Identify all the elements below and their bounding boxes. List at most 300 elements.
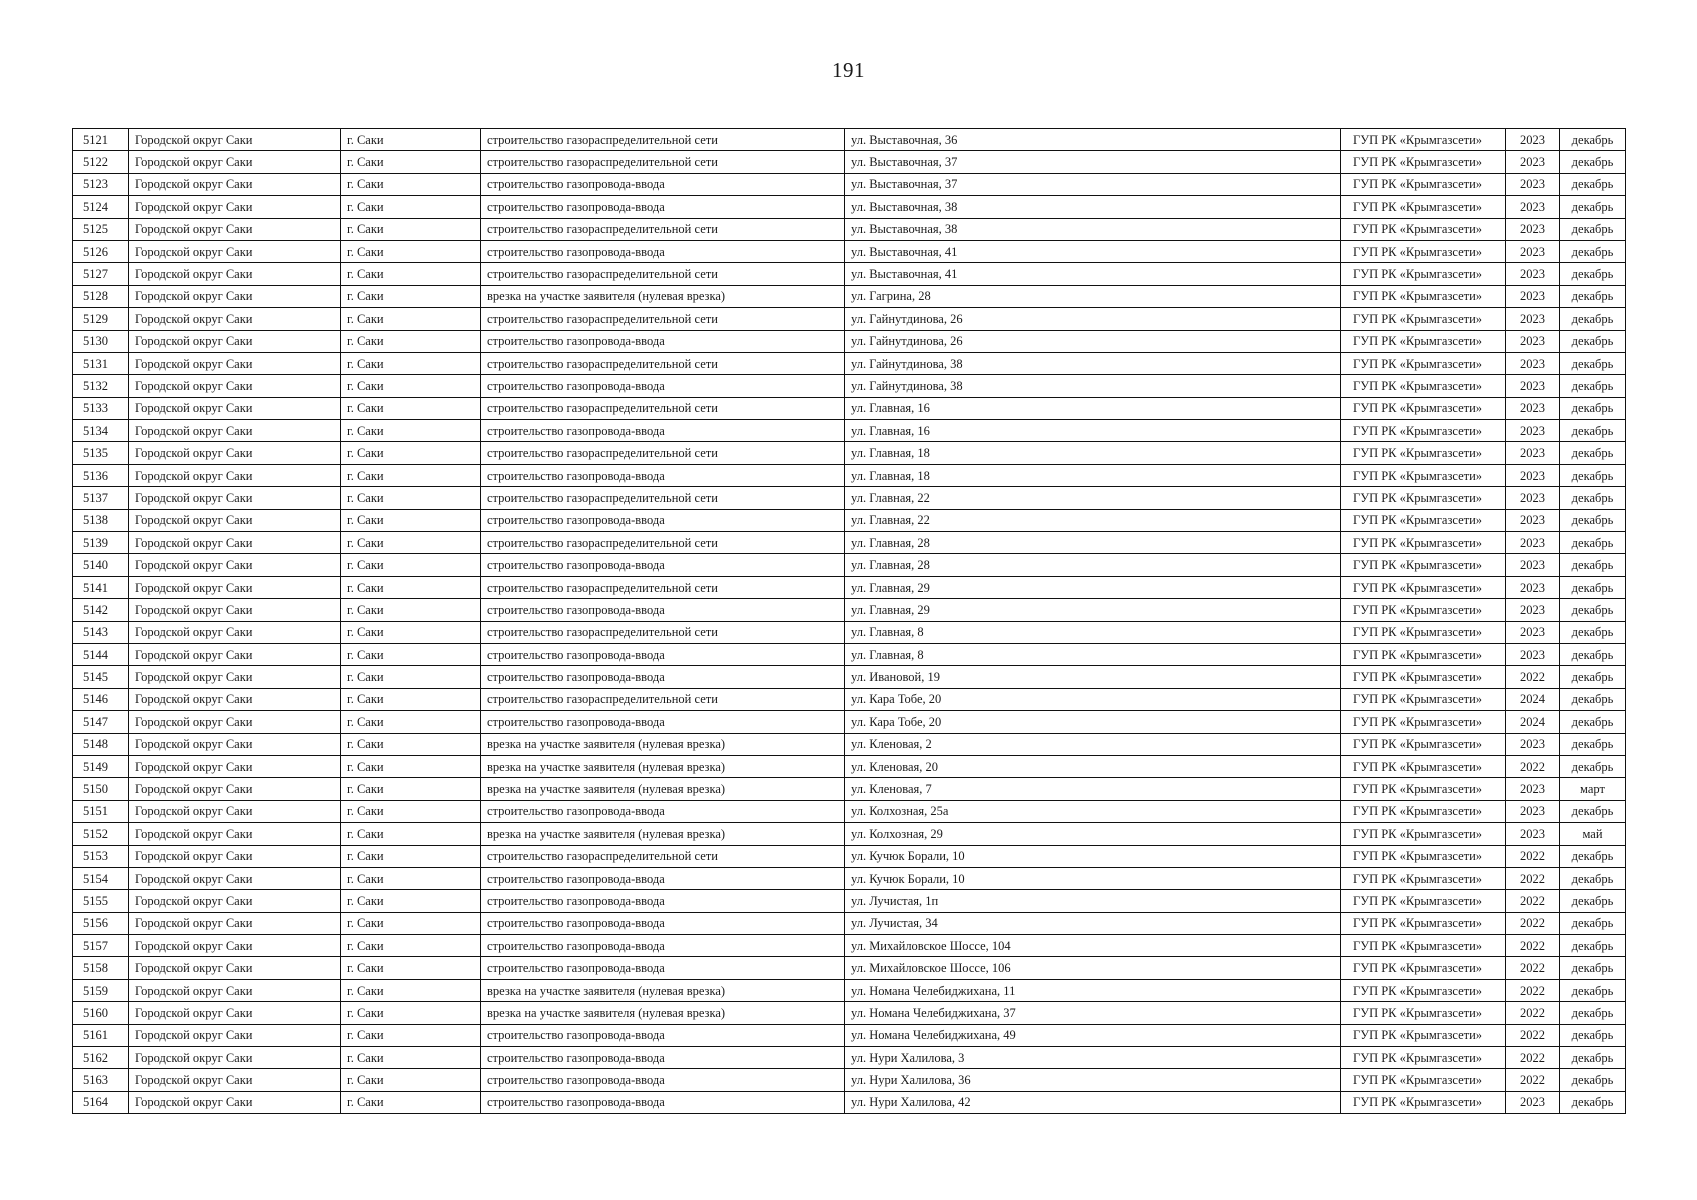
district-cell: Городской округ Саки: [129, 845, 341, 867]
table-row: [73, 285, 1626, 307]
organization-cell: ГУП РК «Крымгазсети»: [1341, 1091, 1506, 1113]
work-type-cell: строительство газораспределительной сети: [481, 442, 845, 464]
address-cell: ул. Номана Челебиджихана, 49: [845, 1024, 1341, 1046]
address-cell: ул. Выставочная, 41: [845, 263, 1341, 285]
work-type-cell: строительство газораспределительной сети: [481, 576, 845, 598]
settlement-cell: г. Саки: [341, 464, 481, 486]
month-cell: декабрь: [1560, 800, 1626, 822]
settlement-cell: г. Саки: [341, 1024, 481, 1046]
address-cell: ул. Колхозная, 29: [845, 823, 1341, 845]
row-number-cell: 5124: [73, 196, 129, 218]
table-row: [73, 688, 1626, 710]
address-cell: ул. Выставочная, 38: [845, 218, 1341, 240]
address-cell: ул. Гайнутдинова, 26: [845, 330, 1341, 352]
year-cell: 2022: [1506, 1069, 1560, 1091]
year-cell: 2023: [1506, 621, 1560, 643]
year-cell: 2022: [1506, 890, 1560, 912]
district-cell: Городской округ Саки: [129, 196, 341, 218]
address-cell: ул. Гагрина, 28: [845, 285, 1341, 307]
work-type-cell: врезка на участке заявителя (нулевая врезка): [481, 778, 845, 800]
work-type-cell: строительство газораспределительной сети: [481, 487, 845, 509]
district-cell: Городской округ Саки: [129, 263, 341, 285]
table-row: [73, 1002, 1626, 1024]
address-cell: ул. Номана Челебиджихана, 11: [845, 979, 1341, 1001]
table-row: [73, 173, 1626, 195]
table-row: [73, 778, 1626, 800]
work-type-cell: строительство газопровода-ввода: [481, 711, 845, 733]
month-cell: декабрь: [1560, 196, 1626, 218]
settlement-cell: г. Саки: [341, 397, 481, 419]
row-number-cell: 5123: [73, 173, 129, 195]
row-number-cell: 5131: [73, 352, 129, 374]
work-type-cell: строительство газораспределительной сети: [481, 688, 845, 710]
district-cell: Городской округ Саки: [129, 532, 341, 554]
organization-cell: ГУП РК «Крымгазсети»: [1341, 509, 1506, 531]
district-cell: Городской округ Саки: [129, 688, 341, 710]
organization-cell: ГУП РК «Крымгазсети»: [1341, 890, 1506, 912]
work-type-cell: строительство газопровода-ввода: [481, 375, 845, 397]
row-number-cell: 5146: [73, 688, 129, 710]
settlement-cell: г. Саки: [341, 733, 481, 755]
work-type-cell: строительство газопровода-ввода: [481, 890, 845, 912]
month-cell: декабрь: [1560, 733, 1626, 755]
year-cell: 2023: [1506, 464, 1560, 486]
address-cell: ул. Кленовая, 7: [845, 778, 1341, 800]
row-number-cell: 5121: [73, 129, 129, 151]
organization-cell: ГУП РК «Крымгазсети»: [1341, 151, 1506, 173]
address-cell: ул. Выставочная, 38: [845, 196, 1341, 218]
work-type-cell: строительство газораспределительной сети: [481, 218, 845, 240]
month-cell: декабрь: [1560, 890, 1626, 912]
settlement-cell: г. Саки: [341, 218, 481, 240]
year-cell: 2023: [1506, 330, 1560, 352]
organization-cell: ГУП РК «Крымгазсети»: [1341, 196, 1506, 218]
district-cell: Городской округ Саки: [129, 442, 341, 464]
settlement-cell: г. Саки: [341, 487, 481, 509]
year-cell: 2022: [1506, 1024, 1560, 1046]
row-number-cell: 5132: [73, 375, 129, 397]
row-number-cell: 5139: [73, 532, 129, 554]
settlement-cell: г. Саки: [341, 1047, 481, 1069]
district-cell: Городской округ Саки: [129, 308, 341, 330]
row-number-cell: 5156: [73, 912, 129, 934]
month-cell: декабрь: [1560, 1047, 1626, 1069]
row-number-cell: 5129: [73, 308, 129, 330]
work-type-cell: врезка на участке заявителя (нулевая врезка): [481, 823, 845, 845]
address-cell: ул. Выставочная, 41: [845, 240, 1341, 262]
work-type-cell: строительство газораспределительной сети: [481, 151, 845, 173]
month-cell: декабрь: [1560, 464, 1626, 486]
month-cell: декабрь: [1560, 308, 1626, 330]
month-cell: май: [1560, 823, 1626, 845]
month-cell: декабрь: [1560, 1091, 1626, 1113]
organization-cell: ГУП РК «Крымгазсети»: [1341, 218, 1506, 240]
year-cell: 2023: [1506, 420, 1560, 442]
year-cell: 2023: [1506, 509, 1560, 531]
address-cell: ул. Гайнутдинова, 38: [845, 352, 1341, 374]
address-cell: ул. Главная, 28: [845, 554, 1341, 576]
district-cell: Городской округ Саки: [129, 1047, 341, 1069]
work-type-cell: врезка на участке заявителя (нулевая врезка): [481, 1002, 845, 1024]
year-cell: 2022: [1506, 957, 1560, 979]
year-cell: 2023: [1506, 487, 1560, 509]
month-cell: декабрь: [1560, 912, 1626, 934]
settlement-cell: г. Саки: [341, 890, 481, 912]
year-cell: 2023: [1506, 285, 1560, 307]
table-row: [73, 554, 1626, 576]
work-type-cell: строительство газораспределительной сети: [481, 308, 845, 330]
year-cell: 2023: [1506, 129, 1560, 151]
work-type-cell: строительство газопровода-ввода: [481, 957, 845, 979]
table-row: [73, 666, 1626, 688]
month-cell: март: [1560, 778, 1626, 800]
month-cell: декабрь: [1560, 867, 1626, 889]
row-number-cell: 5145: [73, 666, 129, 688]
row-number-cell: 5149: [73, 755, 129, 777]
month-cell: декабрь: [1560, 420, 1626, 442]
address-cell: ул. Михайловское Шоссе, 106: [845, 957, 1341, 979]
address-cell: ул. Главная, 8: [845, 643, 1341, 665]
year-cell: 2023: [1506, 800, 1560, 822]
organization-cell: ГУП РК «Крымгазсети»: [1341, 352, 1506, 374]
month-cell: декабрь: [1560, 599, 1626, 621]
organization-cell: ГУП РК «Крымгазсети»: [1341, 912, 1506, 934]
organization-cell: ГУП РК «Крымгазсети»: [1341, 129, 1506, 151]
address-cell: ул. Михайловское Шоссе, 104: [845, 935, 1341, 957]
year-cell: 2023: [1506, 397, 1560, 419]
district-cell: Городской округ Саки: [129, 599, 341, 621]
month-cell: декабрь: [1560, 375, 1626, 397]
organization-cell: ГУП РК «Крымгазсети»: [1341, 263, 1506, 285]
organization-cell: ГУП РК «Крымгазсети»: [1341, 599, 1506, 621]
row-number-cell: 5141: [73, 576, 129, 598]
year-cell: 2023: [1506, 196, 1560, 218]
settlement-cell: г. Саки: [341, 845, 481, 867]
year-cell: 2023: [1506, 576, 1560, 598]
district-cell: Городской округ Саки: [129, 755, 341, 777]
table-row: [73, 867, 1626, 889]
organization-cell: ГУП РК «Крымгазсети»: [1341, 733, 1506, 755]
month-cell: декабрь: [1560, 487, 1626, 509]
organization-cell: ГУП РК «Крымгазсети»: [1341, 666, 1506, 688]
table-row: [73, 733, 1626, 755]
work-type-cell: строительство газопровода-ввода: [481, 554, 845, 576]
work-type-cell: строительство газораспределительной сети: [481, 129, 845, 151]
settlement-cell: г. Саки: [341, 711, 481, 733]
organization-cell: ГУП РК «Крымгазсети»: [1341, 711, 1506, 733]
organization-cell: ГУП РК «Крымгазсети»: [1341, 755, 1506, 777]
district-cell: Городской округ Саки: [129, 285, 341, 307]
work-type-cell: строительство газопровода-ввода: [481, 935, 845, 957]
table-row: [73, 1069, 1626, 1091]
address-cell: ул. Главная, 29: [845, 599, 1341, 621]
district-cell: Городской округ Саки: [129, 935, 341, 957]
month-cell: декабрь: [1560, 1069, 1626, 1091]
organization-cell: ГУП РК «Крымгазсети»: [1341, 375, 1506, 397]
row-number-cell: 5122: [73, 151, 129, 173]
row-number-cell: 5155: [73, 890, 129, 912]
month-cell: декабрь: [1560, 755, 1626, 777]
table-row: [73, 375, 1626, 397]
row-number-cell: 5159: [73, 979, 129, 1001]
district-cell: Городской округ Саки: [129, 867, 341, 889]
organization-cell: ГУП РК «Крымгазсети»: [1341, 621, 1506, 643]
work-type-cell: врезка на участке заявителя (нулевая врезка): [481, 979, 845, 1001]
year-cell: 2023: [1506, 823, 1560, 845]
row-number-cell: 5160: [73, 1002, 129, 1024]
district-cell: Городской округ Саки: [129, 240, 341, 262]
table-row: [73, 800, 1626, 822]
district-cell: Городской округ Саки: [129, 621, 341, 643]
month-cell: декабрь: [1560, 263, 1626, 285]
gasification-table: [72, 128, 1626, 1114]
settlement-cell: г. Саки: [341, 688, 481, 710]
month-cell: декабрь: [1560, 285, 1626, 307]
table-row: [73, 845, 1626, 867]
year-cell: 2022: [1506, 867, 1560, 889]
work-type-cell: врезка на участке заявителя (нулевая врезка): [481, 755, 845, 777]
table-row: [73, 151, 1626, 173]
month-cell: декабрь: [1560, 330, 1626, 352]
month-cell: декабрь: [1560, 397, 1626, 419]
district-cell: Городской округ Саки: [129, 173, 341, 195]
settlement-cell: г. Саки: [341, 666, 481, 688]
month-cell: декабрь: [1560, 1002, 1626, 1024]
row-number-cell: 5148: [73, 733, 129, 755]
table-row: [73, 218, 1626, 240]
address-cell: ул. Выставочная, 37: [845, 151, 1341, 173]
settlement-cell: г. Саки: [341, 375, 481, 397]
address-cell: ул. Лучистая, 34: [845, 912, 1341, 934]
address-cell: ул. Колхозная, 25а: [845, 800, 1341, 822]
table-row: [73, 397, 1626, 419]
year-cell: 2023: [1506, 442, 1560, 464]
work-type-cell: строительство газопровода-ввода: [481, 643, 845, 665]
table-row: [73, 890, 1626, 912]
table-row: [73, 240, 1626, 262]
table-row: [73, 352, 1626, 374]
month-cell: декабрь: [1560, 621, 1626, 643]
row-number-cell: 5151: [73, 800, 129, 822]
settlement-cell: г. Саки: [341, 979, 481, 1001]
organization-cell: ГУП РК «Крымгазсети»: [1341, 979, 1506, 1001]
year-cell: 2024: [1506, 688, 1560, 710]
settlement-cell: г. Саки: [341, 240, 481, 262]
year-cell: 2022: [1506, 845, 1560, 867]
settlement-cell: г. Саки: [341, 957, 481, 979]
year-cell: 2022: [1506, 979, 1560, 1001]
year-cell: 2023: [1506, 375, 1560, 397]
year-cell: 2023: [1506, 554, 1560, 576]
month-cell: декабрь: [1560, 688, 1626, 710]
address-cell: ул. Гайнутдинова, 38: [845, 375, 1341, 397]
year-cell: 2023: [1506, 151, 1560, 173]
work-type-cell: строительство газораспределительной сети: [481, 263, 845, 285]
row-number-cell: 5163: [73, 1069, 129, 1091]
organization-cell: ГУП РК «Крымгазсети»: [1341, 867, 1506, 889]
organization-cell: ГУП РК «Крымгазсети»: [1341, 1069, 1506, 1091]
district-cell: Городской округ Саки: [129, 352, 341, 374]
district-cell: Городской округ Саки: [129, 151, 341, 173]
row-number-cell: 5140: [73, 554, 129, 576]
year-cell: 2022: [1506, 912, 1560, 934]
settlement-cell: г. Саки: [341, 263, 481, 285]
row-number-cell: 5127: [73, 263, 129, 285]
organization-cell: ГУП РК «Крымгазсети»: [1341, 554, 1506, 576]
month-cell: декабрь: [1560, 554, 1626, 576]
address-cell: ул. Нури Халилова, 36: [845, 1069, 1341, 1091]
settlement-cell: г. Саки: [341, 643, 481, 665]
year-cell: 2022: [1506, 755, 1560, 777]
address-cell: ул. Гайнутдинова, 26: [845, 308, 1341, 330]
table-row: [73, 330, 1626, 352]
address-cell: ул. Главная, 22: [845, 487, 1341, 509]
work-type-cell: строительство газопровода-ввода: [481, 912, 845, 934]
work-type-cell: строительство газопровода-ввода: [481, 800, 845, 822]
row-number-cell: 5142: [73, 599, 129, 621]
table-row: [73, 196, 1626, 218]
work-type-cell: строительство газопровода-ввода: [481, 1069, 845, 1091]
settlement-cell: г. Саки: [341, 935, 481, 957]
organization-cell: ГУП РК «Крымгазсети»: [1341, 308, 1506, 330]
row-number-cell: 5128: [73, 285, 129, 307]
table-row: [73, 509, 1626, 531]
row-number-cell: 5138: [73, 509, 129, 531]
settlement-cell: г. Саки: [341, 330, 481, 352]
district-cell: Городской округ Саки: [129, 487, 341, 509]
row-number-cell: 5134: [73, 420, 129, 442]
year-cell: 2023: [1506, 240, 1560, 262]
address-cell: ул. Кленовая, 20: [845, 755, 1341, 777]
year-cell: 2023: [1506, 218, 1560, 240]
table-row: [73, 912, 1626, 934]
address-cell: ул. Выставочная, 36: [845, 129, 1341, 151]
settlement-cell: г. Саки: [341, 800, 481, 822]
row-number-cell: 5152: [73, 823, 129, 845]
district-cell: Городской округ Саки: [129, 1069, 341, 1091]
table-row: [73, 1047, 1626, 1069]
row-number-cell: 5126: [73, 240, 129, 262]
row-number-cell: 5157: [73, 935, 129, 957]
address-cell: ул. Номана Челебиджихана, 37: [845, 1002, 1341, 1024]
settlement-cell: г. Саки: [341, 1002, 481, 1024]
month-cell: декабрь: [1560, 643, 1626, 665]
table-row: [73, 532, 1626, 554]
year-cell: 2023: [1506, 599, 1560, 621]
page-number: 191: [832, 58, 865, 82]
year-cell: 2023: [1506, 308, 1560, 330]
row-number-cell: 5130: [73, 330, 129, 352]
district-cell: Городской округ Саки: [129, 509, 341, 531]
work-type-cell: строительство газопровода-ввода: [481, 1047, 845, 1069]
year-cell: 2023: [1506, 532, 1560, 554]
row-number-cell: 5161: [73, 1024, 129, 1046]
settlement-cell: г. Саки: [341, 532, 481, 554]
district-cell: Городской округ Саки: [129, 890, 341, 912]
year-cell: 2022: [1506, 1002, 1560, 1024]
table-row: [73, 442, 1626, 464]
month-cell: декабрь: [1560, 509, 1626, 531]
year-cell: 2023: [1506, 263, 1560, 285]
settlement-cell: г. Саки: [341, 151, 481, 173]
organization-cell: ГУП РК «Крымгазсети»: [1341, 823, 1506, 845]
work-type-cell: строительство газораспределительной сети: [481, 397, 845, 419]
address-cell: ул. Выставочная, 37: [845, 173, 1341, 195]
table-row: [73, 576, 1626, 598]
organization-cell: ГУП РК «Крымгазсети»: [1341, 688, 1506, 710]
month-cell: декабрь: [1560, 935, 1626, 957]
district-cell: Городской округ Саки: [129, 576, 341, 598]
settlement-cell: г. Саки: [341, 196, 481, 218]
settlement-cell: г. Саки: [341, 755, 481, 777]
work-type-cell: строительство газопровода-ввода: [481, 173, 845, 195]
district-cell: Городской округ Саки: [129, 554, 341, 576]
address-cell: ул. Главная, 18: [845, 442, 1341, 464]
organization-cell: ГУП РК «Крымгазсети»: [1341, 442, 1506, 464]
row-number-cell: 5144: [73, 643, 129, 665]
organization-cell: ГУП РК «Крымгазсети»: [1341, 845, 1506, 867]
district-cell: Городской округ Саки: [129, 800, 341, 822]
year-cell: 2023: [1506, 1091, 1560, 1113]
work-type-cell: строительство газопровода-ввода: [481, 867, 845, 889]
organization-cell: ГУП РК «Крымгазсети»: [1341, 487, 1506, 509]
district-cell: Городской округ Саки: [129, 666, 341, 688]
district-cell: Городской округ Саки: [129, 218, 341, 240]
table-row: [73, 1091, 1626, 1113]
address-cell: ул. Кара Тобе, 20: [845, 688, 1341, 710]
month-cell: декабрь: [1560, 240, 1626, 262]
address-cell: ул. Главная, 16: [845, 420, 1341, 442]
address-cell: ул. Кара Тобе, 20: [845, 711, 1341, 733]
district-cell: Городской округ Саки: [129, 397, 341, 419]
work-type-cell: строительство газопровода-ввода: [481, 666, 845, 688]
organization-cell: ГУП РК «Крымгазсети»: [1341, 532, 1506, 554]
organization-cell: ГУП РК «Крымгазсети»: [1341, 576, 1506, 598]
table-body: [73, 129, 1626, 1114]
table-row: [73, 957, 1626, 979]
row-number-cell: 5147: [73, 711, 129, 733]
district-cell: Городской округ Саки: [129, 1002, 341, 1024]
address-cell: ул. Главная, 22: [845, 509, 1341, 531]
month-cell: декабрь: [1560, 218, 1626, 240]
organization-cell: ГУП РК «Крымгазсети»: [1341, 173, 1506, 195]
month-cell: декабрь: [1560, 1024, 1626, 1046]
month-cell: декабрь: [1560, 352, 1626, 374]
address-cell: ул. Лучистая, 1п: [845, 890, 1341, 912]
year-cell: 2022: [1506, 666, 1560, 688]
district-cell: Городской округ Саки: [129, 420, 341, 442]
settlement-cell: г. Саки: [341, 420, 481, 442]
district-cell: Городской округ Саки: [129, 733, 341, 755]
month-cell: декабрь: [1560, 845, 1626, 867]
work-type-cell: строительство газораспределительной сети: [481, 532, 845, 554]
month-cell: декабрь: [1560, 666, 1626, 688]
row-number-cell: 5137: [73, 487, 129, 509]
work-type-cell: врезка на участке заявителя (нулевая врезка): [481, 733, 845, 755]
row-number-cell: 5154: [73, 867, 129, 889]
address-cell: ул. Ивановой, 19: [845, 666, 1341, 688]
year-cell: 2023: [1506, 733, 1560, 755]
year-cell: 2023: [1506, 643, 1560, 665]
month-cell: декабрь: [1560, 576, 1626, 598]
work-type-cell: строительство газопровода-ввода: [481, 509, 845, 531]
month-cell: декабрь: [1560, 173, 1626, 195]
settlement-cell: г. Саки: [341, 1091, 481, 1113]
address-cell: ул. Главная, 29: [845, 576, 1341, 598]
settlement-cell: г. Саки: [341, 1069, 481, 1091]
address-cell: ул. Главная, 16: [845, 397, 1341, 419]
district-cell: Городской округ Саки: [129, 957, 341, 979]
